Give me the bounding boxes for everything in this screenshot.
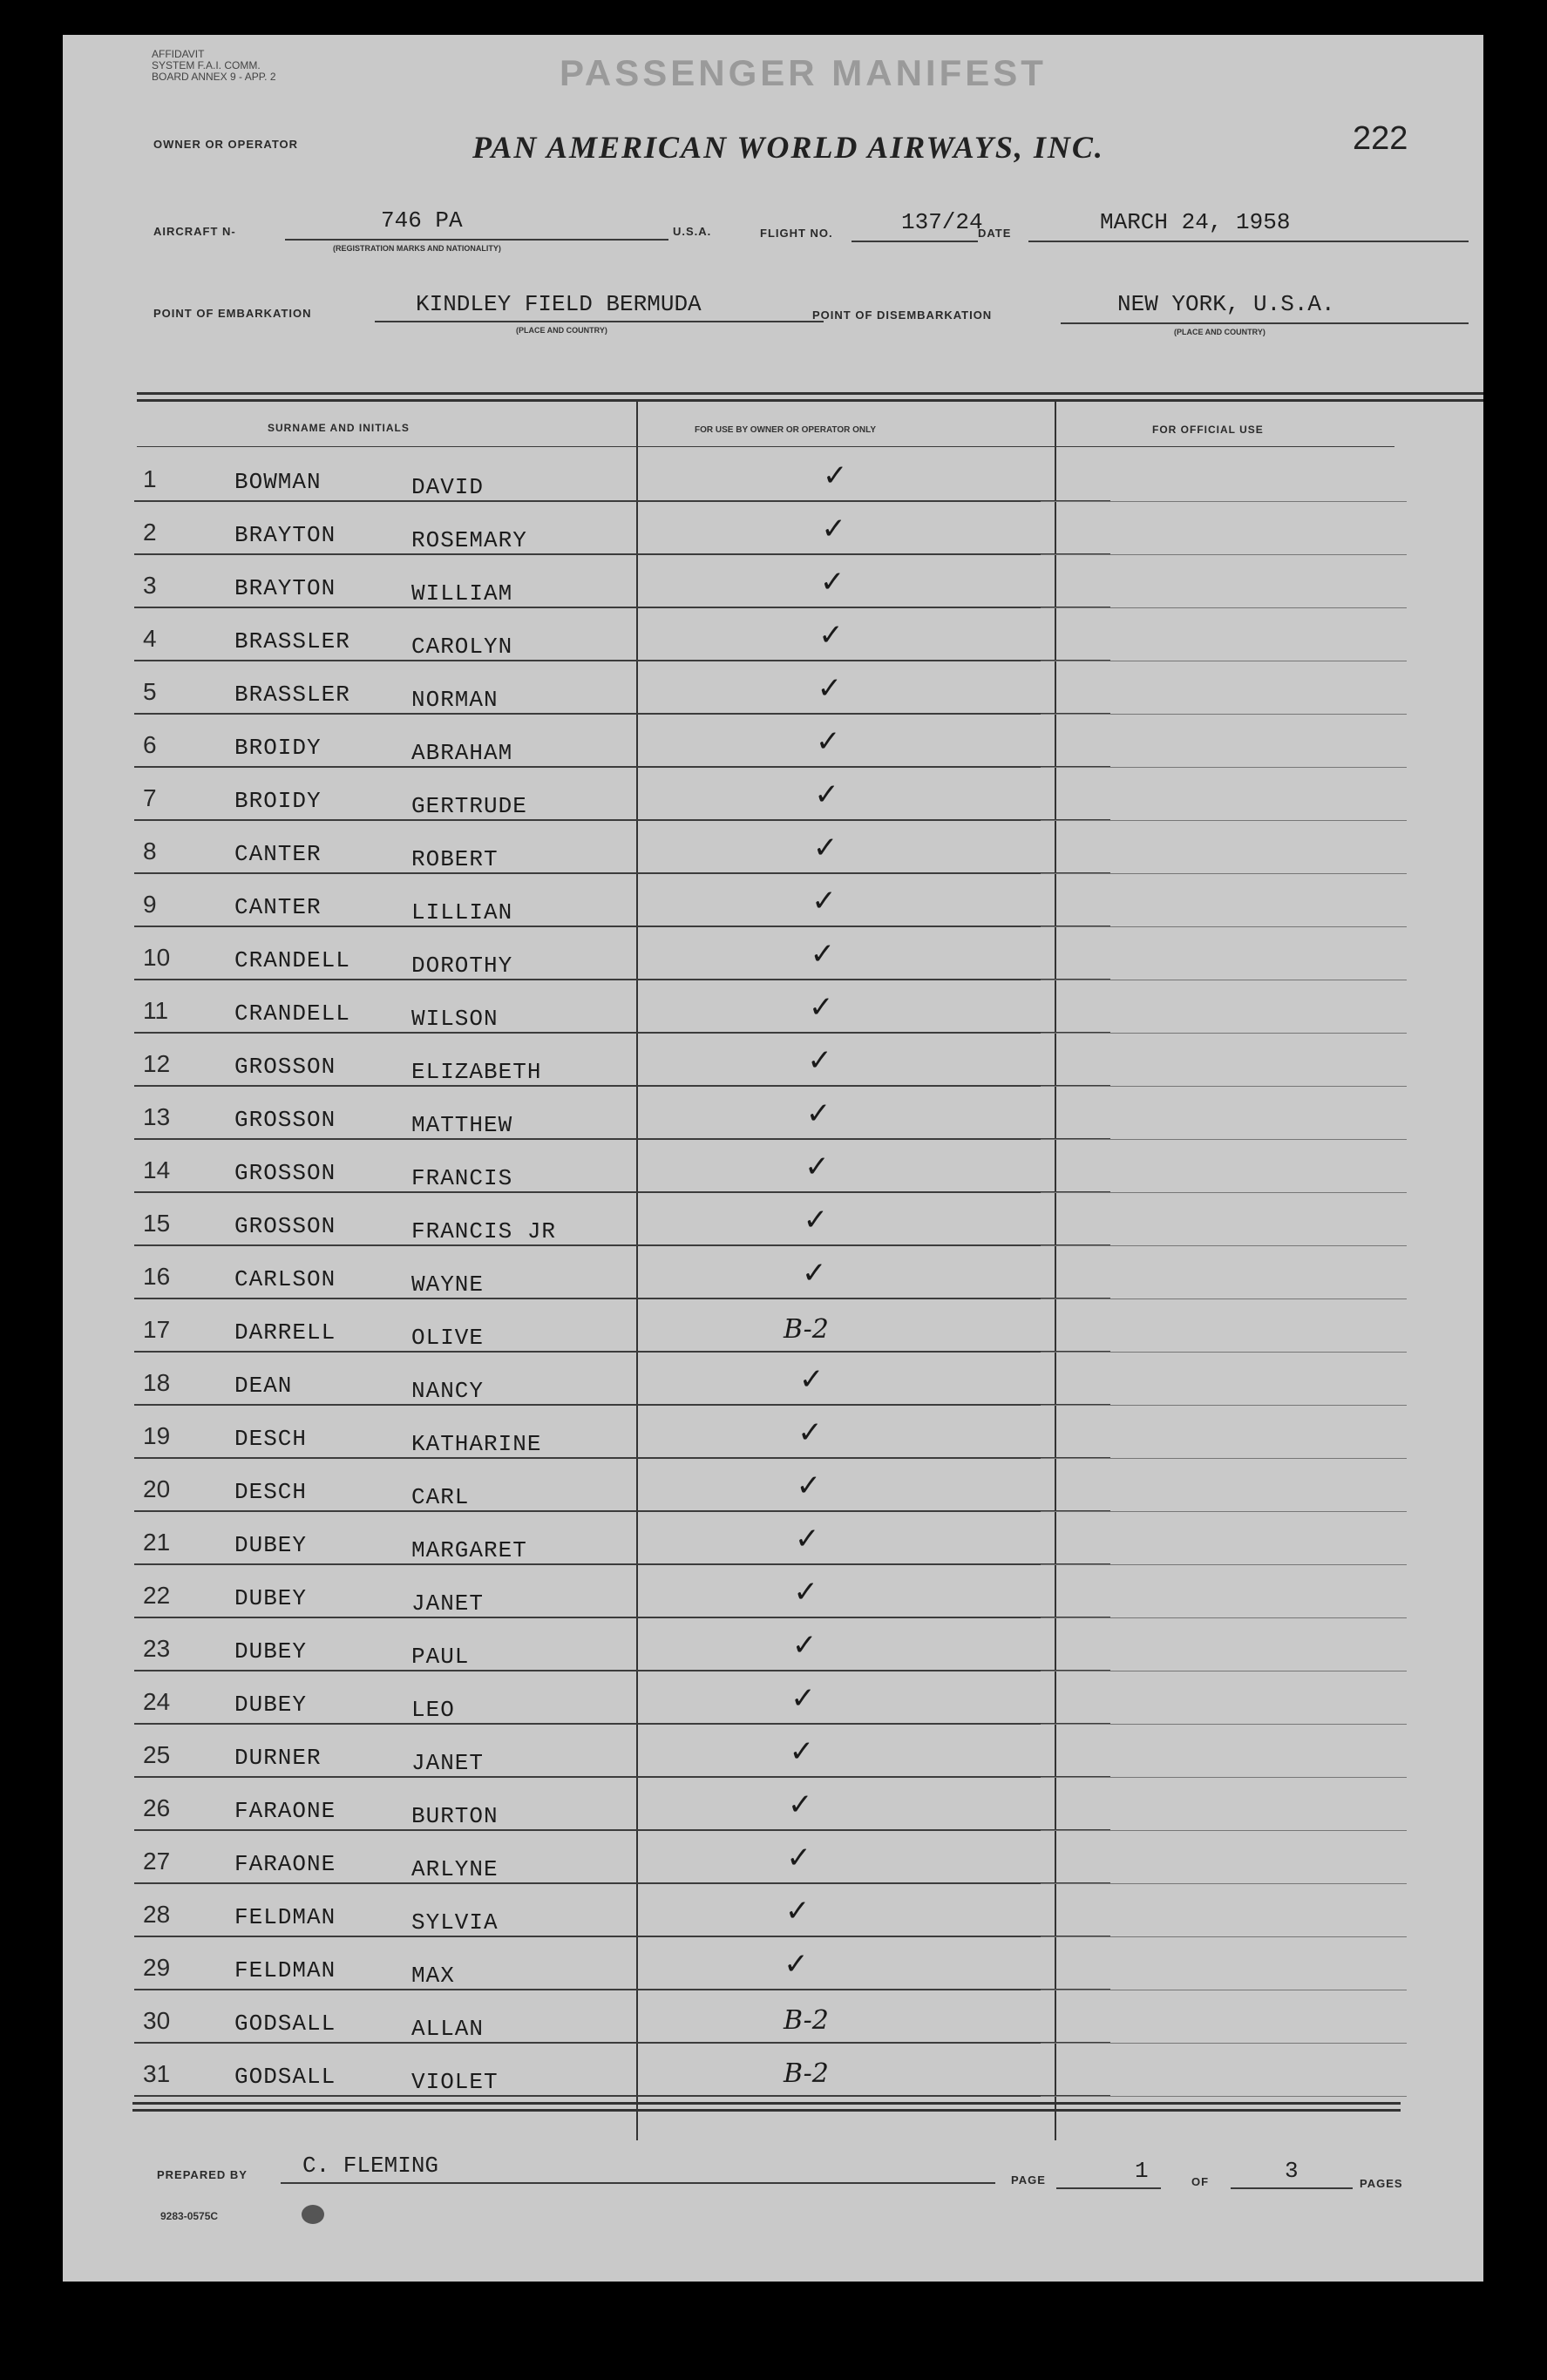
passenger-row [134,1832,1110,1884]
passenger-surname: BROIDY [234,788,322,814]
official-row-rule [1041,1033,1407,1034]
passenger-surname: GROSSON [234,1160,336,1186]
row-number: 27 [143,1848,171,1875]
passenger-row [134,1353,1110,1406]
checkmark-icon: ✓ [784,1894,811,1929]
row-rule [134,1563,1110,1565]
passenger-surname: CARLSON [234,1266,336,1292]
row-number: 22 [143,1582,171,1609]
disembark-value: NEW YORK, U.S.A. [1117,291,1335,317]
row-rule [134,1032,1110,1034]
row-rule [134,1936,1110,1937]
date-label: DATE [978,227,1012,240]
passenger-surname: CRANDELL [234,1000,350,1027]
passenger-row [134,1938,1110,1990]
passenger-row [134,1566,1110,1618]
passenger-row [134,503,1110,555]
row-rule [134,713,1110,715]
embark-value: KINDLEY FIELD BERMUDA [416,291,702,317]
table-rule-bottom [132,2102,1401,2105]
passenger-row [134,1619,1110,1671]
official-row-rule [1041,1245,1407,1246]
visa-note: B-2 [784,2058,829,2089]
passenger-surname: GODSALL [234,2064,336,2090]
passenger-surname: DUBEY [234,1585,308,1611]
visa-note: B-2 [784,2005,829,2036]
row-rule [134,553,1110,555]
passenger-given-name: ARLYNE [411,1856,499,1882]
column-header-official-use: FOR OFFICIAL USE [1152,424,1264,436]
official-row-rule [1041,873,1407,874]
passenger-given-name: FRANCIS [411,1165,513,1191]
row-rule [134,1244,1110,1246]
date-underline [1028,241,1469,242]
header-rule [137,446,1394,447]
passenger-surname: BRAYTON [234,522,336,548]
disembark-underline [1061,322,1469,324]
disembark-label: POINT OF DISEMBARKATION [812,309,993,322]
disembark-caption: (PLACE AND COUNTRY) [1174,328,1265,336]
official-row-rule [1041,1405,1407,1406]
row-number: 14 [143,1156,171,1183]
row-rule [134,1138,1110,1140]
passenger-row [134,662,1110,715]
table-rule-bottom-2 [132,2109,1401,2112]
embark-caption: (PLACE AND COUNTRY) [516,326,607,335]
row-number: 25 [143,1741,171,1768]
row-number: 20 [143,1475,171,1502]
aircraft-value: 746 PA [381,207,463,234]
passenger-surname: DUBEY [234,1532,308,1558]
row-number: 6 [143,731,157,758]
form-code [152,49,276,83]
passenger-surname: CANTER [234,894,322,920]
passenger-surname: FELDMAN [234,1957,336,1983]
row-rule [134,1882,1110,1884]
row-number: 29 [143,1954,171,1981]
passenger-given-name: CARL [411,1484,470,1510]
checkmark-icon: ✓ [798,1362,824,1397]
passenger-row [134,556,1110,608]
row-rule [134,1510,1110,1512]
row-rule [134,1351,1110,1353]
passenger-row [134,1088,1110,1140]
checkmark-icon: ✓ [807,1043,832,1078]
passenger-row [134,822,1110,874]
form-code-line: SYSTEM F.A.I. COMM. [152,59,261,71]
row-rule [134,1617,1110,1618]
print-code: 9283-0575C [160,2210,219,2222]
official-row-rule [1041,1777,1407,1778]
row-rule [134,1723,1110,1725]
passenger-row [134,1247,1110,1299]
official-row-rule [1041,1936,1407,1937]
row-number: 1 [143,465,157,492]
passenger-surname: DURNER [234,1745,322,1771]
row-number: 18 [143,1369,171,1396]
passenger-given-name: MAX [411,1963,455,1989]
passenger-given-name: JANET [411,1590,485,1617]
passenger-given-name: JANET [411,1750,485,1776]
union-bug-icon [302,2205,324,2224]
official-row-rule [1041,1192,1407,1193]
row-rule [134,2042,1110,2044]
row-rule [134,607,1110,608]
official-row-rule [1041,1352,1407,1353]
checkmark-icon: ✓ [814,777,839,812]
official-row-rule [1041,1511,1407,1512]
aircraft-underline [285,239,668,241]
row-number: 21 [143,1529,171,1556]
page-label: PAGE [1011,2173,1046,2187]
row-number: 2 [143,519,157,546]
passenger-surname: DESCH [234,1426,308,1452]
checkmark-icon: ✓ [811,884,837,919]
checkmark-icon: ✓ [796,1468,822,1503]
passenger-row [134,609,1110,661]
row-rule [134,1989,1110,1990]
row-number: 15 [143,1210,171,1237]
passenger-row [134,1034,1110,1087]
visa-note: B-2 [784,1314,829,1345]
row-number: 5 [143,678,157,705]
row-rule [134,1298,1110,1299]
owner-label: OWNER OR OPERATOR [153,138,299,151]
official-row-rule [1041,607,1407,608]
row-rule [134,500,1110,502]
official-row-rule [1041,1298,1407,1299]
passenger-row [134,1672,1110,1725]
aircraft-caption: (REGISTRATION MARKS AND NATIONALITY) [333,244,501,253]
passenger-row [134,1885,1110,1937]
official-row-rule [1041,1883,1407,1884]
row-number: 31 [143,2060,171,2087]
passenger-given-name: LILLIAN [411,899,513,926]
row-number: 9 [143,891,157,918]
column-header-owner-use: FOR USE BY OWNER OR OPERATOR ONLY [695,425,876,435]
row-rule [134,1457,1110,1459]
page-underline [1056,2187,1161,2189]
aircraft-label: AIRCRAFT N- [153,225,236,238]
passenger-row [134,928,1110,980]
checkmark-icon: ✓ [789,1734,815,1769]
passenger-row [134,715,1110,768]
passenger-given-name: NORMAN [411,687,499,713]
document-title: PASSENGER MANIFEST [560,52,1047,93]
checkmark-icon: ✓ [784,1947,809,1982]
date-value: MARCH 24, 1958 [1100,209,1291,235]
passenger-given-name: FRANCIS JR [411,1218,557,1244]
checkmark-icon: ✓ [797,1415,823,1450]
passenger-row [134,875,1110,927]
checkmark-icon: ✓ [816,724,841,759]
row-number: 30 [143,2007,171,2034]
manifest-sheet [63,35,1483,2282]
checkmark-icon: ✓ [810,937,836,972]
usa-label: U.S.A. [673,225,712,238]
row-number: 16 [143,1263,171,1290]
table-rule-top [137,392,1483,395]
passenger-surname: DEAN [234,1373,293,1399]
checkmark-icon: ✓ [786,1841,811,1875]
total-underline [1231,2187,1353,2189]
official-row-rule [1041,1724,1407,1725]
official-row-rule [1041,2043,1407,2044]
row-rule [134,766,1110,768]
passenger-given-name: ROSEMARY [411,527,527,553]
row-rule [134,819,1110,821]
row-number: 28 [143,1901,171,1928]
passenger-surname: CRANDELL [234,947,350,973]
passenger-surname: BRAYTON [234,575,336,601]
row-number: 3 [143,572,157,599]
passenger-given-name: MATTHEW [411,1112,513,1138]
checkmark-icon: ✓ [795,1522,820,1556]
row-number: 17 [143,1316,171,1343]
checkmark-icon: ✓ [818,618,844,653]
row-number: 23 [143,1635,171,1662]
passenger-row [134,2044,1110,2097]
passenger-row [134,769,1110,821]
prepared-label: PREPARED BY [157,2168,248,2181]
official-row-rule [1041,1830,1407,1831]
passenger-row [134,1300,1110,1353]
prepared-underline [281,2182,995,2184]
checkmark-icon: ✓ [802,1256,827,1291]
table-rule-top-2 [137,399,1483,402]
passenger-given-name: WILLIAM [411,580,513,607]
official-row-rule [1041,820,1407,821]
page-number: 222 [1353,120,1408,157]
row-number: 19 [143,1422,171,1449]
official-row-rule [1041,1086,1407,1087]
passenger-given-name: WAYNE [411,1271,485,1298]
checkmark-icon: ✓ [804,1149,830,1184]
passenger-given-name: ALLAN [411,2016,485,2042]
official-row-rule [1041,1139,1407,1140]
passenger-surname: DUBEY [234,1638,308,1665]
passenger-row [134,1141,1110,1193]
row-number: 12 [143,1050,171,1077]
of-label: OF [1191,2175,1210,2188]
official-row-rule [1041,926,1407,927]
checkmark-icon: ✓ [790,1681,816,1716]
passenger-row [134,450,1110,502]
row-number: 8 [143,837,157,865]
row-rule [134,1085,1110,1087]
passenger-surname: FARAONE [234,1851,336,1877]
passenger-given-name: PAUL [411,1644,470,1670]
total-value: 3 [1285,2158,1299,2184]
checkmark-icon: ✓ [803,1203,829,1237]
passenger-given-name: KATHARINE [411,1431,542,1457]
passenger-row [134,1194,1110,1246]
row-rule [134,1829,1110,1831]
checkmark-icon: ✓ [788,1787,813,1822]
row-number: 13 [143,1103,171,1130]
official-row-rule [1041,1617,1407,1618]
passenger-surname: BOWMAN [234,469,322,495]
row-number: 7 [143,784,157,811]
official-row-rule [1041,1458,1407,1459]
official-row-rule [1041,767,1407,768]
passenger-given-name: LEO [411,1697,455,1723]
checkmark-icon: ✓ [817,671,843,706]
row-number: 4 [143,625,157,652]
row-number: 11 [143,997,169,1024]
passenger-row [134,1726,1110,1778]
passenger-surname: DARRELL [234,1319,336,1346]
passenger-given-name: OLIVE [411,1325,485,1351]
page-value: 1 [1135,2158,1149,2184]
passenger-given-name: ROBERT [411,846,499,872]
flight-underline [852,241,978,242]
passenger-given-name: SYLVIA [411,1909,499,1936]
pages-label: PAGES [1360,2177,1403,2190]
passenger-surname: BROIDY [234,735,322,761]
official-row-rule [1041,2096,1407,2097]
row-number: 26 [143,1794,171,1821]
passenger-surname: BRASSLER [234,628,350,654]
passenger-given-name: BURTON [411,1803,499,1829]
airline-name: PAN AMERICAN WORLD AIRWAYS, INC. [472,130,1104,165]
passenger-given-name: VIOLET [411,2069,499,2095]
column-header-name: SURNAME AND INITIALS [268,422,410,434]
row-number: 24 [143,1688,171,1715]
passenger-surname: GROSSON [234,1213,336,1239]
row-rule [134,872,1110,874]
official-row-rule [1041,501,1407,502]
passenger-given-name: CAROLYN [411,634,513,660]
official-row-rule [1041,554,1407,555]
row-rule [134,979,1110,980]
passenger-given-name: ABRAHAM [411,740,513,766]
passenger-given-name: MARGARET [411,1537,527,1563]
passenger-given-name: NANCY [411,1378,485,1404]
row-number: 10 [143,944,171,971]
checkmark-icon: ✓ [791,1628,818,1663]
passenger-given-name: DAVID [411,474,485,500]
checkmark-icon: ✓ [819,565,845,600]
embark-underline [375,321,824,322]
passenger-surname: BRASSLER [234,681,350,708]
row-rule [134,660,1110,661]
passenger-surname: DUBEY [234,1692,308,1718]
prepared-value: C. FLEMING [302,2153,439,2179]
row-rule [134,1776,1110,1778]
official-row-rule [1041,1564,1407,1565]
checkmark-icon: ✓ [793,1575,818,1610]
passenger-surname: FELDMAN [234,1904,336,1930]
passenger-given-name: ELIZABETH [411,1059,542,1085]
passenger-row [134,1779,1110,1831]
checkmark-icon: ✓ [812,831,838,865]
passenger-surname: GROSSON [234,1107,336,1133]
passenger-given-name: GERTRUDE [411,793,527,819]
passenger-row [134,1513,1110,1565]
flight-value: 137/24 [901,209,983,235]
passenger-row [134,981,1110,1034]
checkmark-icon: ✓ [823,458,848,493]
passenger-surname: GROSSON [234,1054,336,1080]
passenger-surname: FARAONE [234,1798,336,1824]
form-code-line: BOARD ANNEX 9 - APP. 2 [152,71,276,83]
row-rule [134,1670,1110,1671]
official-row-rule [1041,714,1407,715]
passenger-row [134,1460,1110,1512]
checkmark-icon: ✓ [821,512,846,546]
passenger-surname: GODSALL [234,2010,336,2037]
passenger-surname: CANTER [234,841,322,867]
flight-label: FLIGHT NO. [760,227,833,240]
passenger-given-name: WILSON [411,1006,499,1032]
row-rule [134,926,1110,927]
passenger-surname: DESCH [234,1479,308,1505]
checkmark-icon: ✓ [805,1096,831,1131]
row-rule [134,2095,1110,2097]
embark-label: POINT OF EMBARKATION [153,307,312,320]
passenger-given-name: DOROTHY [411,953,513,979]
row-rule [134,1191,1110,1193]
passenger-row [134,1407,1110,1459]
form-code-line: AFFIDAVIT [152,48,205,60]
row-rule [134,1404,1110,1406]
passenger-row [134,1991,1110,2044]
checkmark-icon: ✓ [809,990,834,1025]
